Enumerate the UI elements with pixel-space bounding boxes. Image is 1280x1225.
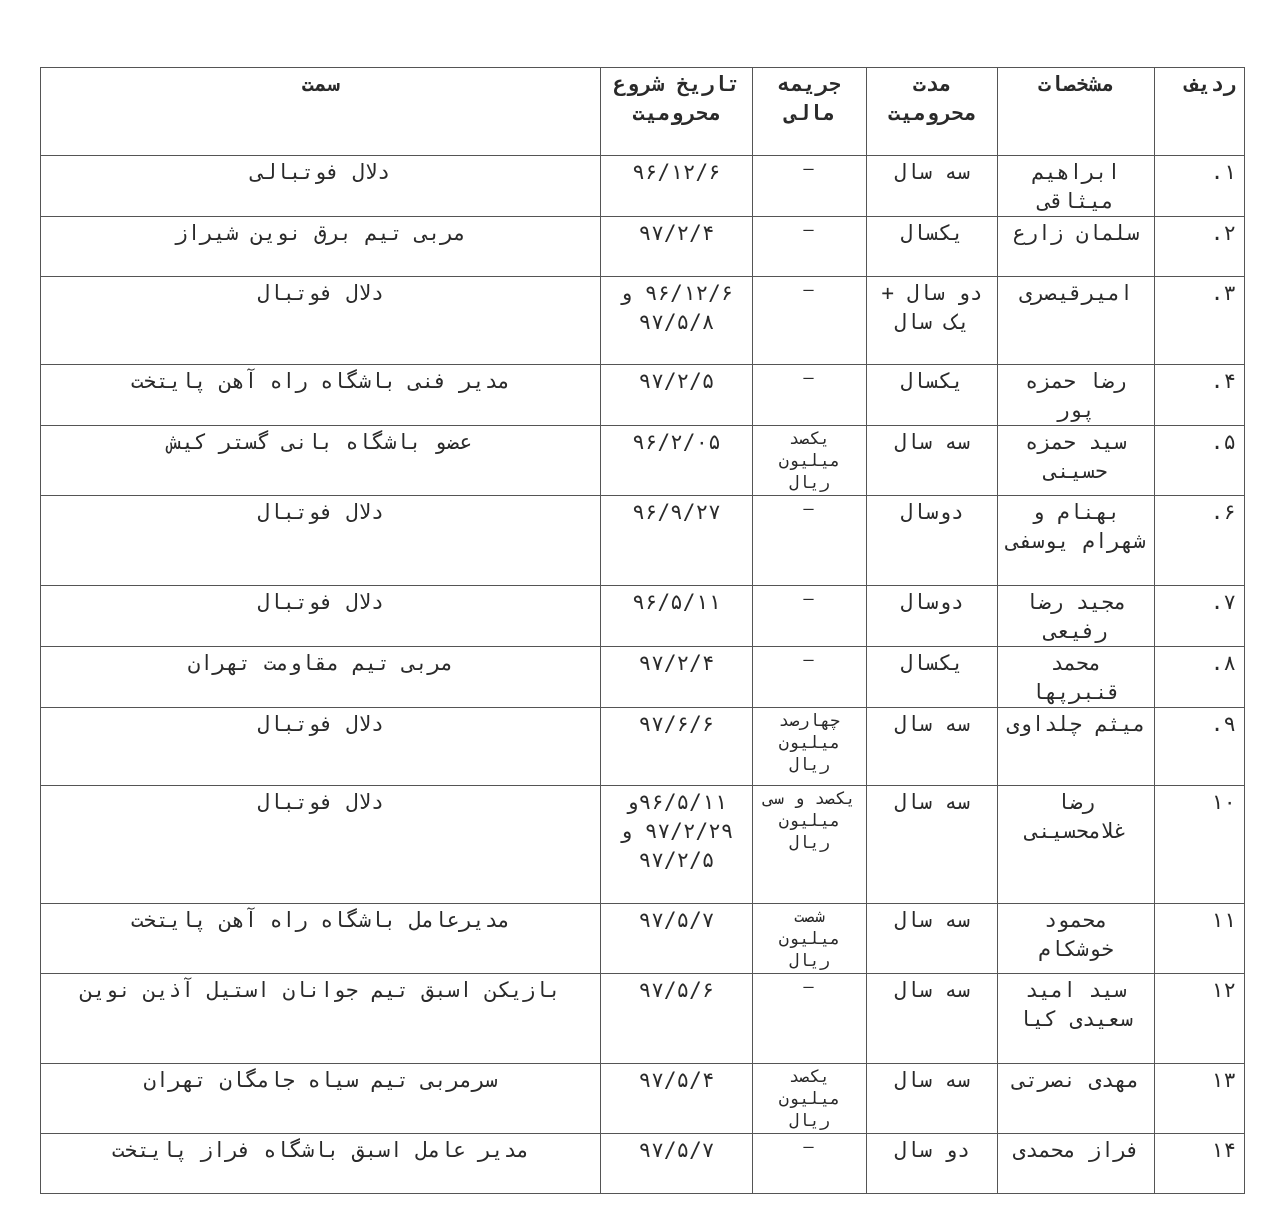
cell-duration: سه سال xyxy=(867,426,998,496)
cell-start-date: ۹۷/۶/۶ xyxy=(601,708,753,786)
cell-name: مجید رضا رفیعی xyxy=(998,586,1155,647)
cell-start-date: ۹۷/۲/۵ xyxy=(601,365,753,426)
table-row xyxy=(41,496,1245,586)
table-row xyxy=(41,277,1245,365)
cell-row-number: ۱۲ xyxy=(1155,974,1245,1064)
header-fine: جریمه مالی xyxy=(753,68,867,156)
cell-duration: یکسال xyxy=(867,217,998,277)
cell-row-number: ۸. xyxy=(1155,647,1245,708)
table-row xyxy=(41,365,1245,426)
header-role: سمت xyxy=(41,68,601,156)
cell-row-number: ۲. xyxy=(1155,217,1245,277)
cell-fine: – xyxy=(753,647,867,708)
cell-fine: – xyxy=(753,365,867,426)
cell-fine: – xyxy=(753,156,867,217)
cell-duration: سه سال xyxy=(867,1064,998,1134)
cell-name: رضا غلامحسینی xyxy=(998,786,1155,904)
cell-role: مدیر فنی باشگاه راه آهن پایتخت xyxy=(41,365,601,426)
cell-role: دلال فوتبال xyxy=(41,496,601,586)
cell-start-date: ۹۶/۱۲/۶ و ۹۷/۵/۸ xyxy=(601,277,753,365)
cell-role: سرمربی تیم سیاه جامگان تهران xyxy=(41,1064,601,1134)
cell-row-number: ۹. xyxy=(1155,708,1245,786)
header-row-number: ردیف xyxy=(1155,68,1245,156)
table-row xyxy=(41,647,1245,708)
cell-fine: – xyxy=(753,277,867,365)
cell-fine: شصت میلیون ریال xyxy=(753,904,867,974)
cell-name: فراز محمدی xyxy=(998,1134,1155,1194)
cell-fine: – xyxy=(753,586,867,647)
cell-name: سلمان زارع xyxy=(998,217,1155,277)
cell-name: سید امید سعیدی کیا xyxy=(998,974,1155,1064)
header-name: مشخصات xyxy=(998,68,1155,156)
cell-row-number: ۱۴ xyxy=(1155,1134,1245,1194)
cell-role: بازیکن اسبق تیم جوانان استیل آذین نوین xyxy=(41,974,601,1064)
table-row xyxy=(41,786,1245,904)
cell-row-number: ۱۳ xyxy=(1155,1064,1245,1134)
cell-fine: یکصد و سی میلیون ریال xyxy=(753,786,867,904)
cell-name: رضا حمزه پور xyxy=(998,365,1155,426)
cell-row-number: ۱۰ xyxy=(1155,786,1245,904)
cell-start-date: ۹۶/۵/۱۱ xyxy=(601,586,753,647)
cell-name: میثم چلداوی xyxy=(998,708,1155,786)
table-row xyxy=(41,1134,1245,1194)
cell-row-number: ۷. xyxy=(1155,586,1245,647)
cell-fine: – xyxy=(753,974,867,1064)
cell-start-date: ۹۷/۵/۴ xyxy=(601,1064,753,1134)
cell-fine: – xyxy=(753,496,867,586)
cell-row-number: ۱. xyxy=(1155,156,1245,217)
cell-name: محمود خوشکام xyxy=(998,904,1155,974)
table-row xyxy=(41,1064,1245,1134)
table-row xyxy=(41,974,1245,1064)
cell-role: عضو باشگاه بانی گستر کیش xyxy=(41,426,601,496)
cell-duration: دوسال xyxy=(867,496,998,586)
cell-row-number: ۵. xyxy=(1155,426,1245,496)
table-row xyxy=(41,708,1245,786)
table-row xyxy=(41,586,1245,647)
cell-fine: یکصد میلیون ریال xyxy=(753,1064,867,1134)
cell-duration: یکسال xyxy=(867,647,998,708)
table-row xyxy=(41,904,1245,974)
cell-role: دلال فوتبال xyxy=(41,786,601,904)
cell-role: دلال فوتبال xyxy=(41,586,601,647)
cell-name: ابراهیم میثاقی xyxy=(998,156,1155,217)
cell-start-date: ۹۷/۵/۶ xyxy=(601,974,753,1064)
cell-role: مربی تیم برق نوین شیراز xyxy=(41,217,601,277)
cell-duration: سه سال xyxy=(867,156,998,217)
cell-fine: یکصد میلیون ریال xyxy=(753,426,867,496)
cell-duration: دو سال + یک سال xyxy=(867,277,998,365)
cell-role: دلال فوتبال xyxy=(41,708,601,786)
cell-name: بهنام و شهرام یوسفی xyxy=(998,496,1155,586)
cell-start-date: ۹۶/۵/۱۱و ۹۷/۲/۲۹ و ۹۷/۲/۵ xyxy=(601,786,753,904)
header-start-date: تاریخ شروع محرومیت xyxy=(601,68,753,156)
cell-duration: دو سال xyxy=(867,1134,998,1194)
cell-role: مدیرعامل باشگاه راه آهن پایتخت xyxy=(41,904,601,974)
cell-duration: یکسال xyxy=(867,365,998,426)
cell-duration: سه سال xyxy=(867,904,998,974)
suspension-table-wrapper xyxy=(40,67,1244,1194)
cell-start-date: ۹۷/۲/۴ xyxy=(601,647,753,708)
table-row xyxy=(41,156,1245,217)
cell-duration: دوسال xyxy=(867,586,998,647)
suspension-table xyxy=(40,67,1245,1194)
cell-start-date: ۹۶/۹/۲۷ xyxy=(601,496,753,586)
cell-name: مهدی نصرتی xyxy=(998,1064,1155,1134)
header-duration: مدت محرومیت xyxy=(867,68,998,156)
cell-start-date: ۹۷/۲/۴ xyxy=(601,217,753,277)
cell-start-date: ۹۶/۱۲/۶ xyxy=(601,156,753,217)
cell-row-number: ۳. xyxy=(1155,277,1245,365)
cell-role: دلال فوتبال xyxy=(41,277,601,365)
cell-start-date: ۹۶/۲/۰۵ xyxy=(601,426,753,496)
cell-name: امیرقیصری xyxy=(998,277,1155,365)
cell-fine: – xyxy=(753,1134,867,1194)
cell-duration: سه سال xyxy=(867,708,998,786)
cell-start-date: ۹۷/۵/۷ xyxy=(601,1134,753,1194)
table-row xyxy=(41,426,1245,496)
table-row xyxy=(41,217,1245,277)
cell-duration: سه سال xyxy=(867,974,998,1064)
table-header-row xyxy=(41,68,1245,156)
cell-fine: – xyxy=(753,217,867,277)
cell-role: مدیر عامل اسبق باشگاه فراز پایتخت xyxy=(41,1134,601,1194)
cell-role: مربی تیم مقاومت تهران xyxy=(41,647,601,708)
cell-role: دلال فوتبالی xyxy=(41,156,601,217)
cell-row-number: ۴. xyxy=(1155,365,1245,426)
cell-name: محمد قنبرپها xyxy=(998,647,1155,708)
cell-name: سید حمزه حسینی xyxy=(998,426,1155,496)
cell-duration: سه سال xyxy=(867,786,998,904)
cell-row-number: ۶. xyxy=(1155,496,1245,586)
cell-fine: چهارصد میلیون ریال xyxy=(753,708,867,786)
cell-start-date: ۹۷/۵/۷ xyxy=(601,904,753,974)
cell-row-number: ۱۱ xyxy=(1155,904,1245,974)
